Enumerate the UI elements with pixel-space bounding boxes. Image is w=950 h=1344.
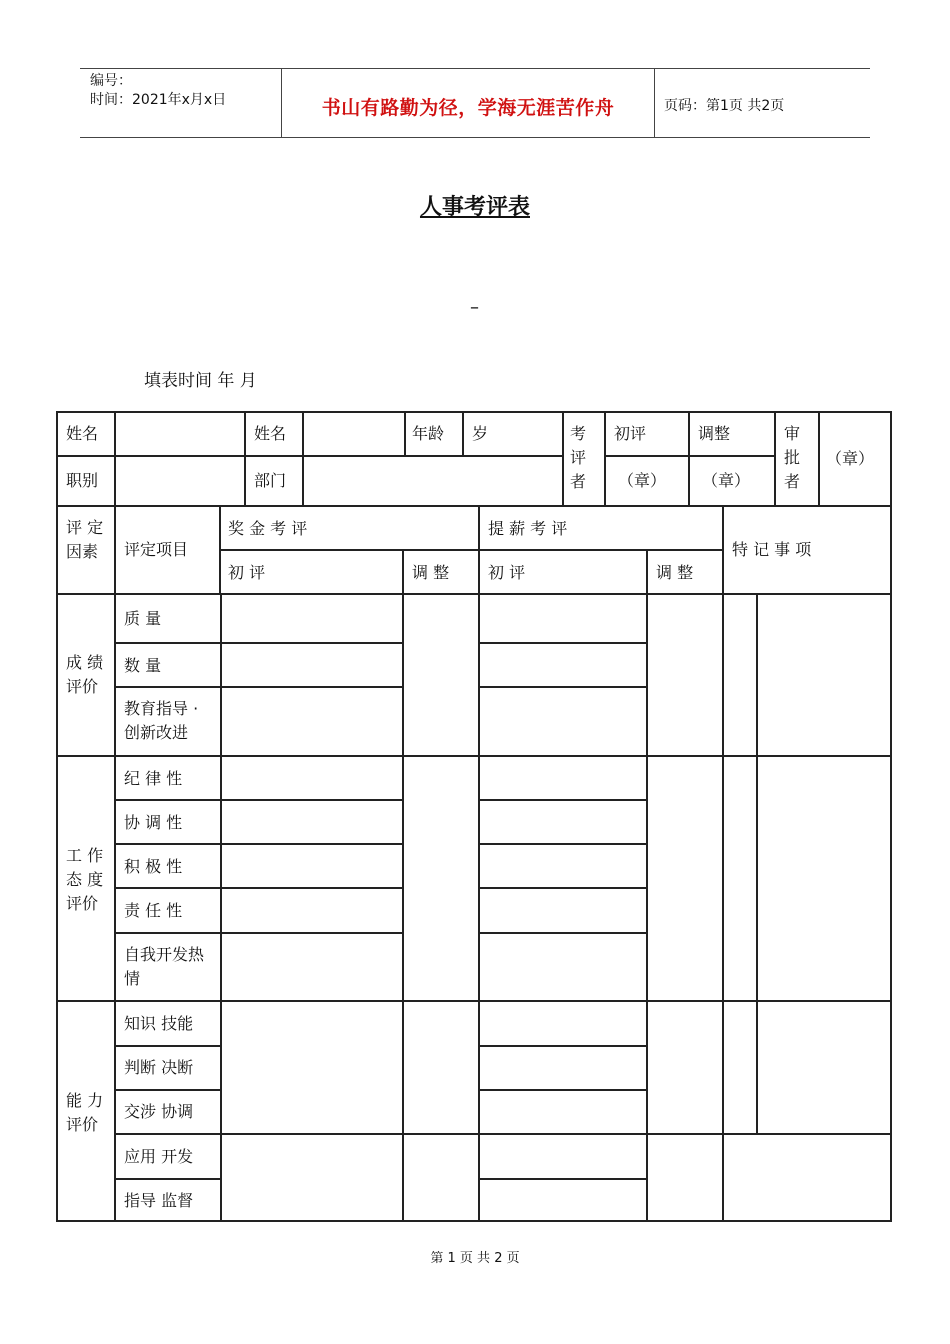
table-rule <box>562 413 564 505</box>
label-bonus-adjust: 调 整 <box>412 563 450 582</box>
table-rule <box>646 593 648 1222</box>
table-rule <box>114 887 402 889</box>
table-rule <box>114 799 402 801</box>
label-factor: 评 定 因素 <box>66 518 104 561</box>
label-bonus-review: 奖 金 考 评 <box>228 519 308 538</box>
item-application-development: 应用 开发 <box>124 1147 194 1166</box>
table-rule <box>58 593 892 595</box>
label-bonus-first: 初 评 <box>228 563 266 582</box>
seal-approver: （章） <box>826 449 875 468</box>
table-rule <box>646 549 648 593</box>
header-divider <box>654 69 655 137</box>
table-rule <box>114 932 402 934</box>
label-reviewer: 考评者 <box>570 424 587 491</box>
table-rule <box>402 593 404 1222</box>
title-dash: – <box>470 297 479 318</box>
label-first-review: 初评 <box>614 424 647 443</box>
item-initiative: 积 极 性 <box>124 857 183 876</box>
item-negotiation-coordination: 交涉 协调 <box>124 1102 194 1121</box>
item-discipline: 纪 律 性 <box>124 769 183 788</box>
item-self-development: 自我开发热情 <box>124 945 205 988</box>
table-rule <box>114 505 116 1222</box>
label-raise-first: 初 评 <box>488 563 526 582</box>
item-judgment-decision: 判断 决断 <box>124 1058 194 1077</box>
label-approver: 审批者 <box>784 424 801 491</box>
table-rule <box>480 843 648 845</box>
seal-first-review: （章） <box>618 471 667 490</box>
table-rule <box>114 1045 220 1047</box>
label-item: 评定项目 <box>124 540 189 559</box>
label-special-notes: 特 记 事 项 <box>732 540 812 559</box>
fill-time-label: 填表时间 年 月 <box>144 371 257 391</box>
table-rule <box>244 455 562 457</box>
item-quality: 质 量 <box>124 609 162 628</box>
label-adjust: 调整 <box>698 424 731 443</box>
item-responsibility: 责 任 性 <box>124 901 183 920</box>
table-rule <box>606 455 774 457</box>
table-rule <box>480 1045 648 1047</box>
document-title: 人事考评表 <box>419 195 530 220</box>
table-rule <box>58 505 892 507</box>
item-knowledge-skills: 知识 技能 <box>124 1014 194 1033</box>
group-ability: 能 力 评价 <box>66 1091 104 1134</box>
group-attitude: 工 作 态 度 评价 <box>66 846 104 913</box>
header-time: 时间：2021年x月x日 <box>90 92 227 108</box>
table-rule <box>244 413 246 505</box>
item-coordination: 协 调 性 <box>124 813 183 832</box>
table-rule <box>58 755 892 757</box>
header-number: 编号： <box>90 73 132 89</box>
evaluation-table <box>56 411 892 1222</box>
header-page-number: 页码：第1页 共2页 <box>664 98 785 114</box>
table-rule <box>480 686 648 688</box>
item-education-innovation: 教育指导 · 创新改进 <box>124 699 199 742</box>
table-rule <box>114 455 244 457</box>
label-name-2: 姓名 <box>254 424 287 443</box>
table-rule <box>722 505 724 593</box>
seal-adjust: （章） <box>702 471 751 490</box>
table-rule <box>114 413 116 505</box>
page-footer: 第 1 页 共 2 页 <box>430 1251 520 1266</box>
table-rule <box>774 413 776 505</box>
label-age: 年龄 <box>412 424 445 443</box>
table-rule <box>604 413 606 505</box>
table-rule <box>114 686 402 688</box>
label-name: 姓名 <box>66 424 99 443</box>
table-rule <box>462 413 464 455</box>
table-rule <box>220 593 222 1222</box>
label-department: 部门 <box>254 471 287 490</box>
table-rule <box>58 455 116 457</box>
document-header <box>80 68 870 138</box>
table-rule <box>402 549 404 593</box>
table-rule <box>480 642 648 644</box>
table-rule <box>688 413 690 505</box>
table-rule <box>114 1178 220 1180</box>
table-rule <box>478 593 480 1222</box>
header-motto: 书山有路勤为径，学海无涯苦作舟 <box>321 97 615 119</box>
table-rule <box>114 1089 220 1091</box>
item-quantity: 数 量 <box>124 656 162 675</box>
label-age-unit: 岁 <box>472 424 489 443</box>
table-rule <box>480 932 648 934</box>
label-position: 职别 <box>66 471 99 490</box>
table-rule <box>114 843 402 845</box>
table-rule <box>480 887 648 889</box>
table-rule <box>404 413 406 455</box>
table-rule <box>480 1089 648 1091</box>
table-rule <box>219 505 221 593</box>
table-rule <box>722 593 724 1222</box>
table-rule <box>114 642 402 644</box>
table-rule <box>480 799 648 801</box>
table-rule <box>58 1000 892 1002</box>
table-rule <box>480 1178 648 1180</box>
table-rule <box>114 1133 892 1135</box>
table-rule <box>756 593 758 1133</box>
table-rule <box>818 413 820 505</box>
table-rule <box>302 413 304 505</box>
label-raise-review: 提 薪 考 评 <box>488 519 568 538</box>
group-performance: 成 绩 评价 <box>66 653 104 696</box>
label-raise-adjust: 调 整 <box>656 563 694 582</box>
table-rule <box>478 505 480 593</box>
item-guidance-supervision: 指导 监督 <box>124 1191 194 1210</box>
